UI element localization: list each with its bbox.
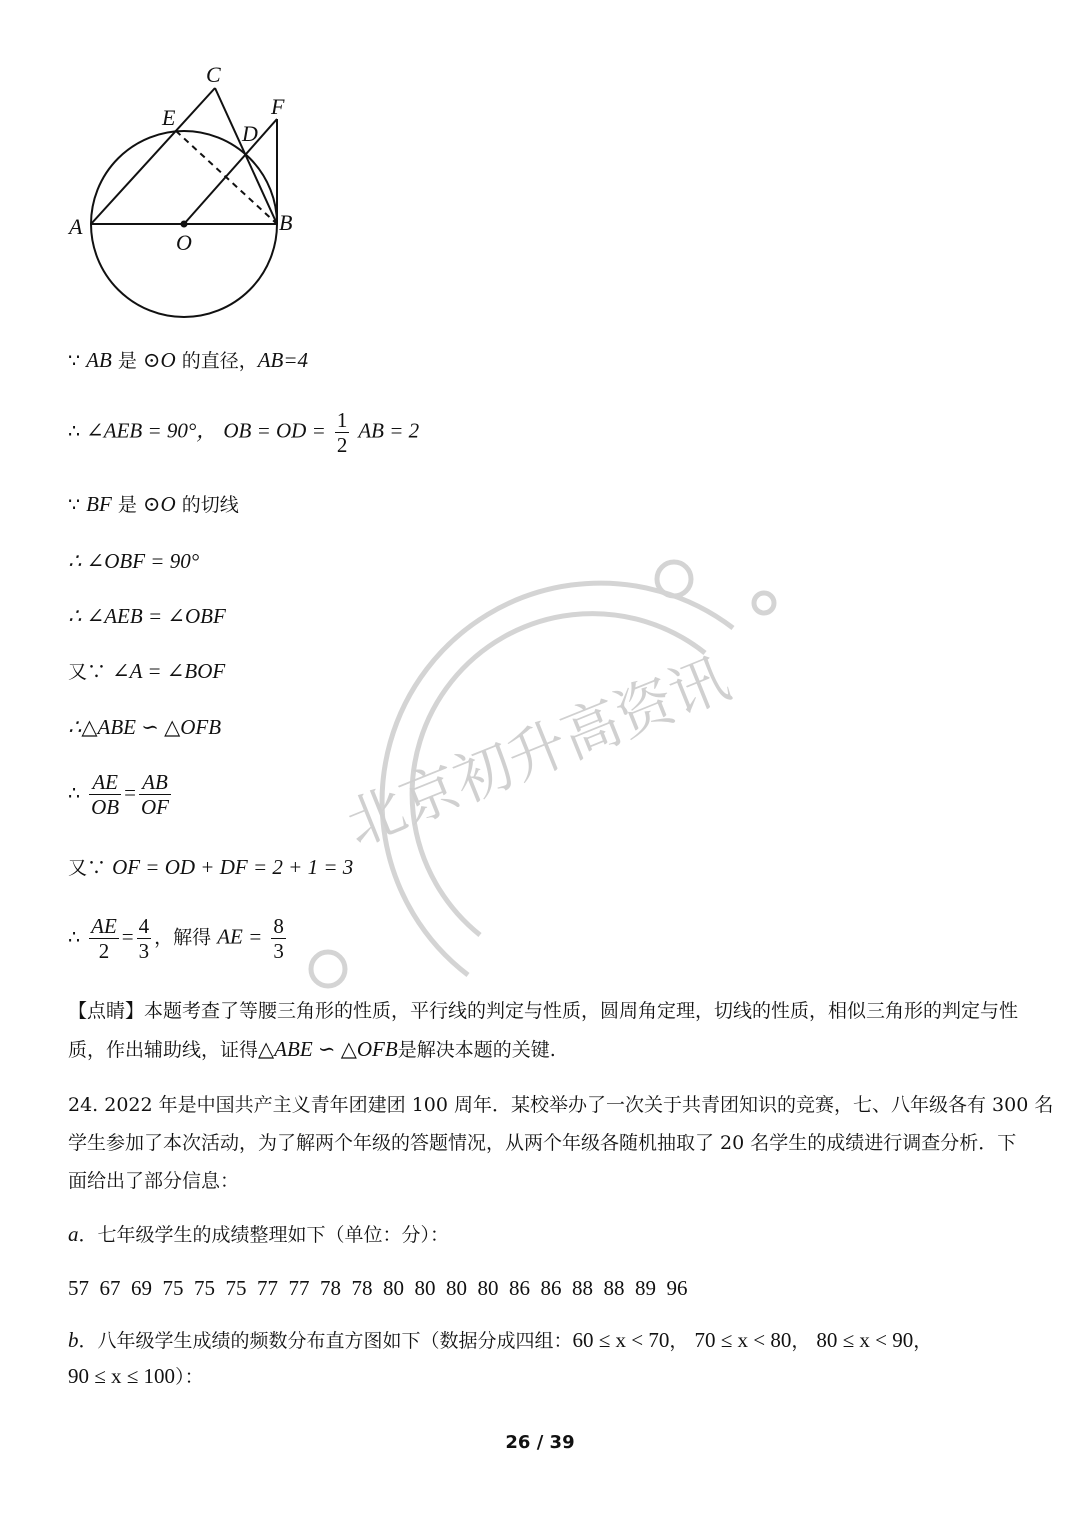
fraction-one-half: $\frac{1}{2}$ bbox=[336, 408, 348, 457]
grade7-scores: 57 67 69 75 75 75 77 77 78 78 80 80 80 80 86 86 88 88 89 96 bbox=[68, 1276, 688, 1300]
fraction-4-3: $\frac{4}{3}$ bbox=[138, 914, 150, 963]
label-c: C bbox=[206, 62, 221, 87]
question-24-part-b: b．八年级学生成绩的频数分布直方图如下（数据分成四组：60 ≤ x < 70， 70 ≤ x < 80， 80 ≤ x < 90， bbox=[68, 1328, 933, 1352]
comment-paragraph: 【点睛】本题考查了等腰三角形的性质，平行线的判定与性质，圆周角定理，切线的性质，相似三角形的判定与性 质，作出辅助线，证得△ABE ∽ △OFB是解决本题的关键. bbox=[68, 1000, 1019, 1061]
proof-line-1: ∵ AB 是 ⊙O 的直径，AB=4 bbox=[68, 348, 309, 372]
question-24-part-b-cont: 90 ≤ x ≤ 100）： bbox=[68, 1364, 204, 1388]
watermark-stamp bbox=[290, 540, 790, 1000]
label-f: F bbox=[271, 94, 285, 119]
page-number: 26 / 39 bbox=[505, 1432, 575, 1453]
proof-line-4: ∴ ∠OBF = 90° bbox=[68, 549, 200, 573]
label-a: A bbox=[69, 214, 83, 239]
watermark-text: 北京初升高资讯 bbox=[336, 643, 739, 860]
question-24-part-a: a．七年级学生的成绩整理如下（单位：分）： bbox=[68, 1222, 450, 1246]
proof-line-5: ∴ ∠AEB = ∠OBF bbox=[68, 604, 226, 628]
label-o: O bbox=[176, 230, 192, 255]
label-e: E bbox=[162, 105, 176, 130]
geometry-figure bbox=[60, 55, 320, 320]
proof-line-6: 又∵ ∠A = ∠BOF bbox=[68, 659, 226, 683]
proof-line-2: ∴ ∠AEB = 90°， OB = OD = $\frac{1}{2}$ AB = 2 bbox=[68, 408, 420, 457]
proof-line-9: 又∵ OF = OD + DF = 2 + 1 = 3 bbox=[68, 855, 354, 879]
comment-tag: 【点睛】 bbox=[68, 1000, 145, 1022]
segment-ac bbox=[91, 88, 215, 224]
segment-eb-dashed bbox=[176, 131, 277, 224]
proof-line-10: ∴ $\frac{AE}{2}$ = $\frac{4}{3}$ ，解得 AE = $\frac{8}{3}$ bbox=[68, 914, 284, 963]
label-d: D bbox=[242, 121, 258, 146]
proof-line-7: ∴△ABE ∽ △OFB bbox=[68, 715, 222, 739]
point-o-dot bbox=[181, 221, 188, 228]
proof-line-8: ∴ $\frac{AE}{OB}$ = $\frac{AB}{OF}$ bbox=[68, 770, 169, 819]
proof-line-3: ∵ BF 是 ⊙O 的切线 bbox=[68, 492, 239, 516]
fraction-ae-ob: $\frac{AE}{OB}$ bbox=[91, 770, 120, 819]
fraction-ae-2: $\frac{AE}{2}$ bbox=[91, 914, 117, 963]
question-24: 24. 2022 年是中国共产主义青年团建团 100 周年．某校举办了一次关于共青团知识的竞赛，七、八年级各有 300 名 学生参加了本次活动，为了解两个年级的答题情况，从两个年级各随机抽取了 20 名学生的成绩进行调查分析．下 面给出了部分信息： bbox=[68, 1094, 1054, 1192]
fraction-8-3: $\frac{8}{3}$ bbox=[273, 914, 284, 963]
segment-of bbox=[184, 119, 277, 224]
segment-cb bbox=[215, 88, 277, 224]
fraction-ab-of: $\frac{AB}{OF}$ bbox=[140, 770, 169, 819]
label-b: B bbox=[279, 210, 293, 235]
